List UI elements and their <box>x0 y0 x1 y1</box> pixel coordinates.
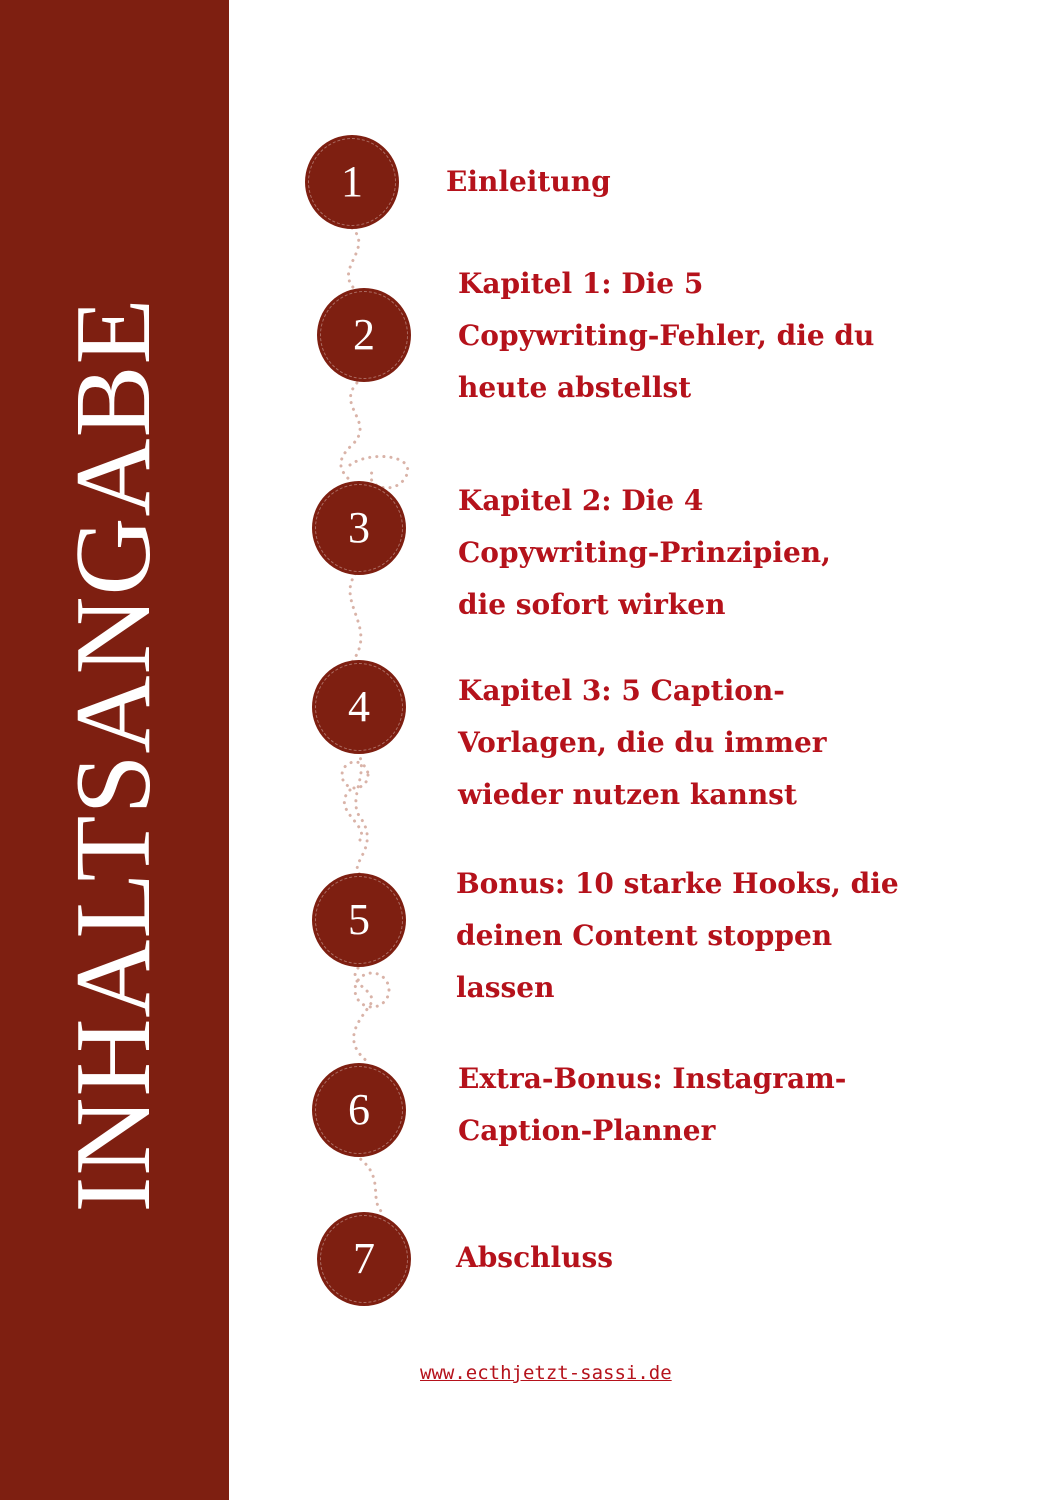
page-title: INHALTSANGABE <box>54 297 173 1213</box>
item-number-circle <box>305 135 399 229</box>
item-number-circle <box>317 1212 411 1306</box>
website-link[interactable]: www.ecthjetzt-sassi.de <box>420 1362 672 1384</box>
item-number-circle <box>312 660 406 754</box>
toc-item-extra-bonus[interactable]: Extra-Bonus: Instagram-Caption-Planner <box>458 1062 847 1147</box>
item-number-circle <box>312 1063 406 1157</box>
item-number-circle <box>312 873 406 967</box>
toc-item-einleitung[interactable]: Einleitung <box>446 165 611 198</box>
toc-item-kapitel-1[interactable]: Kapitel 1: Die 5 Copywriting-Fehler, die du heute abstellst <box>458 267 875 404</box>
item-number: 1 <box>341 157 363 206</box>
item-number: 5 <box>348 895 370 944</box>
toc-item-bonus[interactable]: Bonus: 10 starke Hooks, die deinen Content stoppen lassen <box>456 867 899 1004</box>
item-number: 2 <box>353 310 375 359</box>
item-number-circle <box>312 481 406 575</box>
item-number: 4 <box>348 682 370 731</box>
item-number: 3 <box>348 503 370 552</box>
item-number-circle <box>317 288 411 382</box>
toc-item-abschluss[interactable]: Abschluss <box>456 1241 613 1274</box>
toc-item-kapitel-3[interactable]: Kapitel 3: 5 Caption-Vorlagen, die du immer wieder nutzen kannst <box>458 674 827 811</box>
item-number: 6 <box>348 1085 370 1134</box>
toc-item-kapitel-2[interactable]: Kapitel 2: Die 4 Copywriting-Prinzipien, die sofort wirken <box>458 484 831 621</box>
item-number: 7 <box>353 1234 375 1283</box>
